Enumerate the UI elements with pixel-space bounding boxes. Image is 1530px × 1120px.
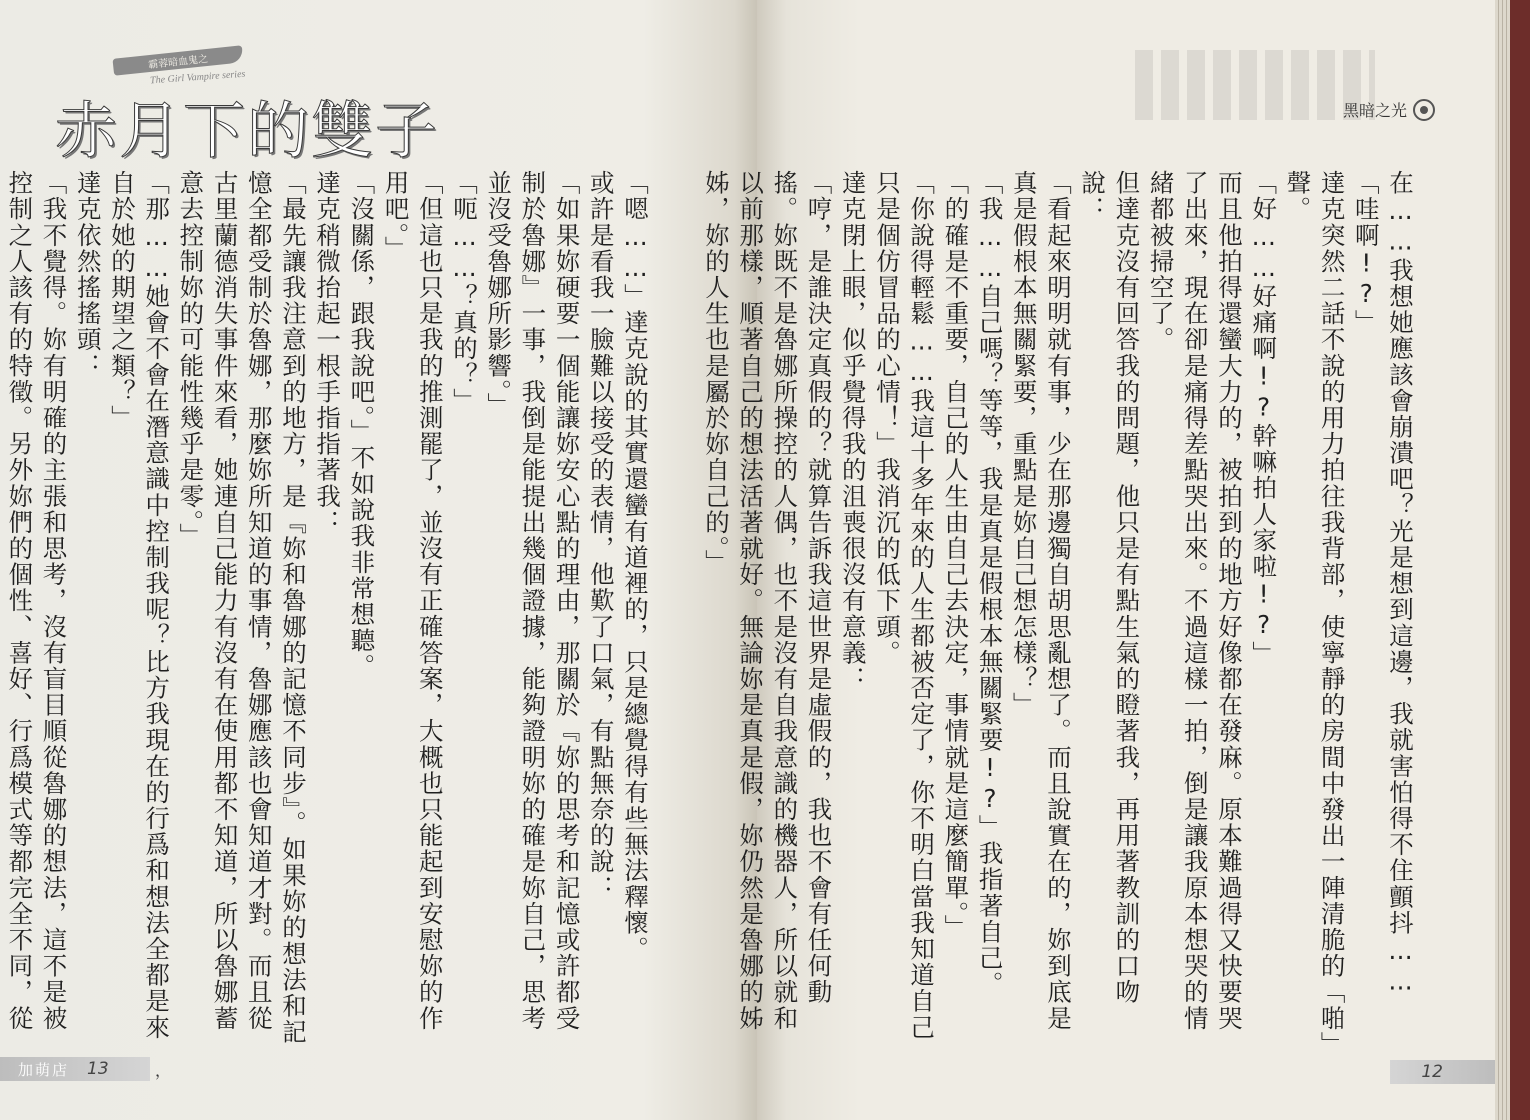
page-number-left: 13	[87, 1059, 109, 1079]
right-page	[701, 0, 1495, 1120]
chapter-header	[1343, 98, 1435, 121]
left-footer	[0, 1057, 150, 1081]
paragraph: 或許是看我一臉難以接受的表情，他歎了口氣，有點無奈的說：	[586, 170, 616, 901]
book-title: 赤月下的雙子	[55, 94, 440, 167]
paragraph: 「看起來明明就有事，少在那邊獨自胡思亂想了。而且說實在的，妳到底是真是假根本無關緊要，重點是妳自己想怎樣？」	[1009, 170, 1073, 1032]
paragraph: 「最先讓我注意到的地方，是『妳和魯娜的記憶不同步』。如果妳的想法和記憶全都受制於魯娜，那麼妳所知道的事情，魯娜應該也會知道才對。而且從古里蘭德消失事件來看，她連自己能力有沒有在使用都不知道，所以魯娜蓄意去控制妳的可能性幾乎是零。」	[176, 170, 308, 1046]
paragraph: 達克稍微抬起一根手指指著我：	[313, 170, 343, 536]
sun-icon	[1413, 99, 1435, 121]
series-english-label: The Girl Vampire series	[149, 68, 246, 87]
paragraph: 「但這也只是我的推測罷了，並沒有正確答案，大概也只能起到安慰妳的作用吧。」	[381, 170, 445, 1032]
paragraph: 但達克沒有回答我的問題，他只是有點生氣的瞪著我，再用著教訓的口吻說：	[1078, 170, 1142, 1006]
series-label: 霸蓉暗血鬼之	[112, 45, 243, 75]
footer-mark: ，	[155, 1061, 172, 1080]
bleed-through-header	[1135, 50, 1375, 120]
left-page	[0, 0, 757, 1120]
page-number-right: 12	[1421, 1062, 1443, 1082]
paragraph: 「如果妳硬要一個能讓妳安心點的理由，那關於『妳的思考和記憶或許都受制於魯娜』一事，我倒是能提出幾個證據，能夠證明妳的確是妳自己，思考並沒受魯娜所影響。」	[484, 170, 582, 1032]
book-title-logo	[55, 45, 440, 167]
paragraph: 「我不覺得。妳有明確的主張和思考，沒有盲目順從魯娜的想法，這不是被控制之人該有的特徵。另外妳們的個性、喜好、行爲模式等都完全不同，從	[5, 170, 69, 1032]
paragraph: 達克依然搖搖頭：	[73, 170, 103, 379]
paragraph: 「呃……？真的？」	[449, 170, 479, 414]
paragraph: 「我……自己嗎？等等，我是真是假根本無關緊要!?」我指著自己。	[975, 170, 1005, 998]
right-footer	[1390, 1060, 1495, 1084]
paragraph: 「嗯……」達克說的其實還蠻有道裡的，只是總覺得有些無法釋懷。	[621, 170, 650, 962]
book-cover-edge	[1510, 0, 1530, 1120]
right-page-body	[701, 170, 1417, 1050]
footer-label: 加萌店	[18, 1060, 70, 1079]
paragraph: 而且他拍得還蠻大力的，被拍到的地方好像都在發麻。原本難過得又快要哭了出來，現在卻是痛得差點哭出來。不過這樣一拍，倒是讓我原本想哭的情緒都被掃空了。	[1146, 170, 1244, 1032]
paragraph: 達克突然二話不說的用力拍往我背部，使寧靜的房間中發出一陣清脆的「啪」聲。	[1283, 170, 1347, 1046]
paragraph: 「好……好痛啊!?幹嘛拍人家啦!?」	[1249, 170, 1279, 667]
paragraph: 「沒關係，跟我說吧。」不如說我非常想聽。	[347, 170, 377, 680]
left-page-body	[5, 170, 652, 1050]
paragraph: 達克閉上眼，似乎覺得我的沮喪很沒有意義：	[838, 170, 868, 692]
paragraph: 「哇啊!?」	[1351, 170, 1381, 336]
paragraph: 「的確是不重要，自己的人生由自己去決定，事情就是這麼簡單。」	[941, 170, 971, 941]
paragraph: 「你說得輕鬆……我這十多年來的人生都被否定了，你不明白當我知道自己只是個仿冒品的心情！」我消沉的低下頭。	[872, 170, 937, 1041]
chapter-title: 黑暗之光	[1342, 101, 1407, 120]
paragraph: 「那……她會不會在潛意識中控制我呢？比方我現在的行爲和想法全都是來自於她的期望之類？」	[107, 170, 172, 1041]
paragraph: 「哼，是誰決定真假的？就算告訴我這世界是虛假的，我也不會有任何動搖。妳既不是魯娜所操控的人偶，也不是沒有自我意識的機器人，所以就和以前那樣，順著自己的想法活著就好。無論妳是真是假，妳仍然是魯娜的姊姊，妳的人生也是屬於妳自己的。」	[701, 170, 834, 1032]
paragraph: 在……我想她應該會崩潰吧？光是想到這邊，我就害怕得不住顫抖……	[1386, 170, 1415, 998]
